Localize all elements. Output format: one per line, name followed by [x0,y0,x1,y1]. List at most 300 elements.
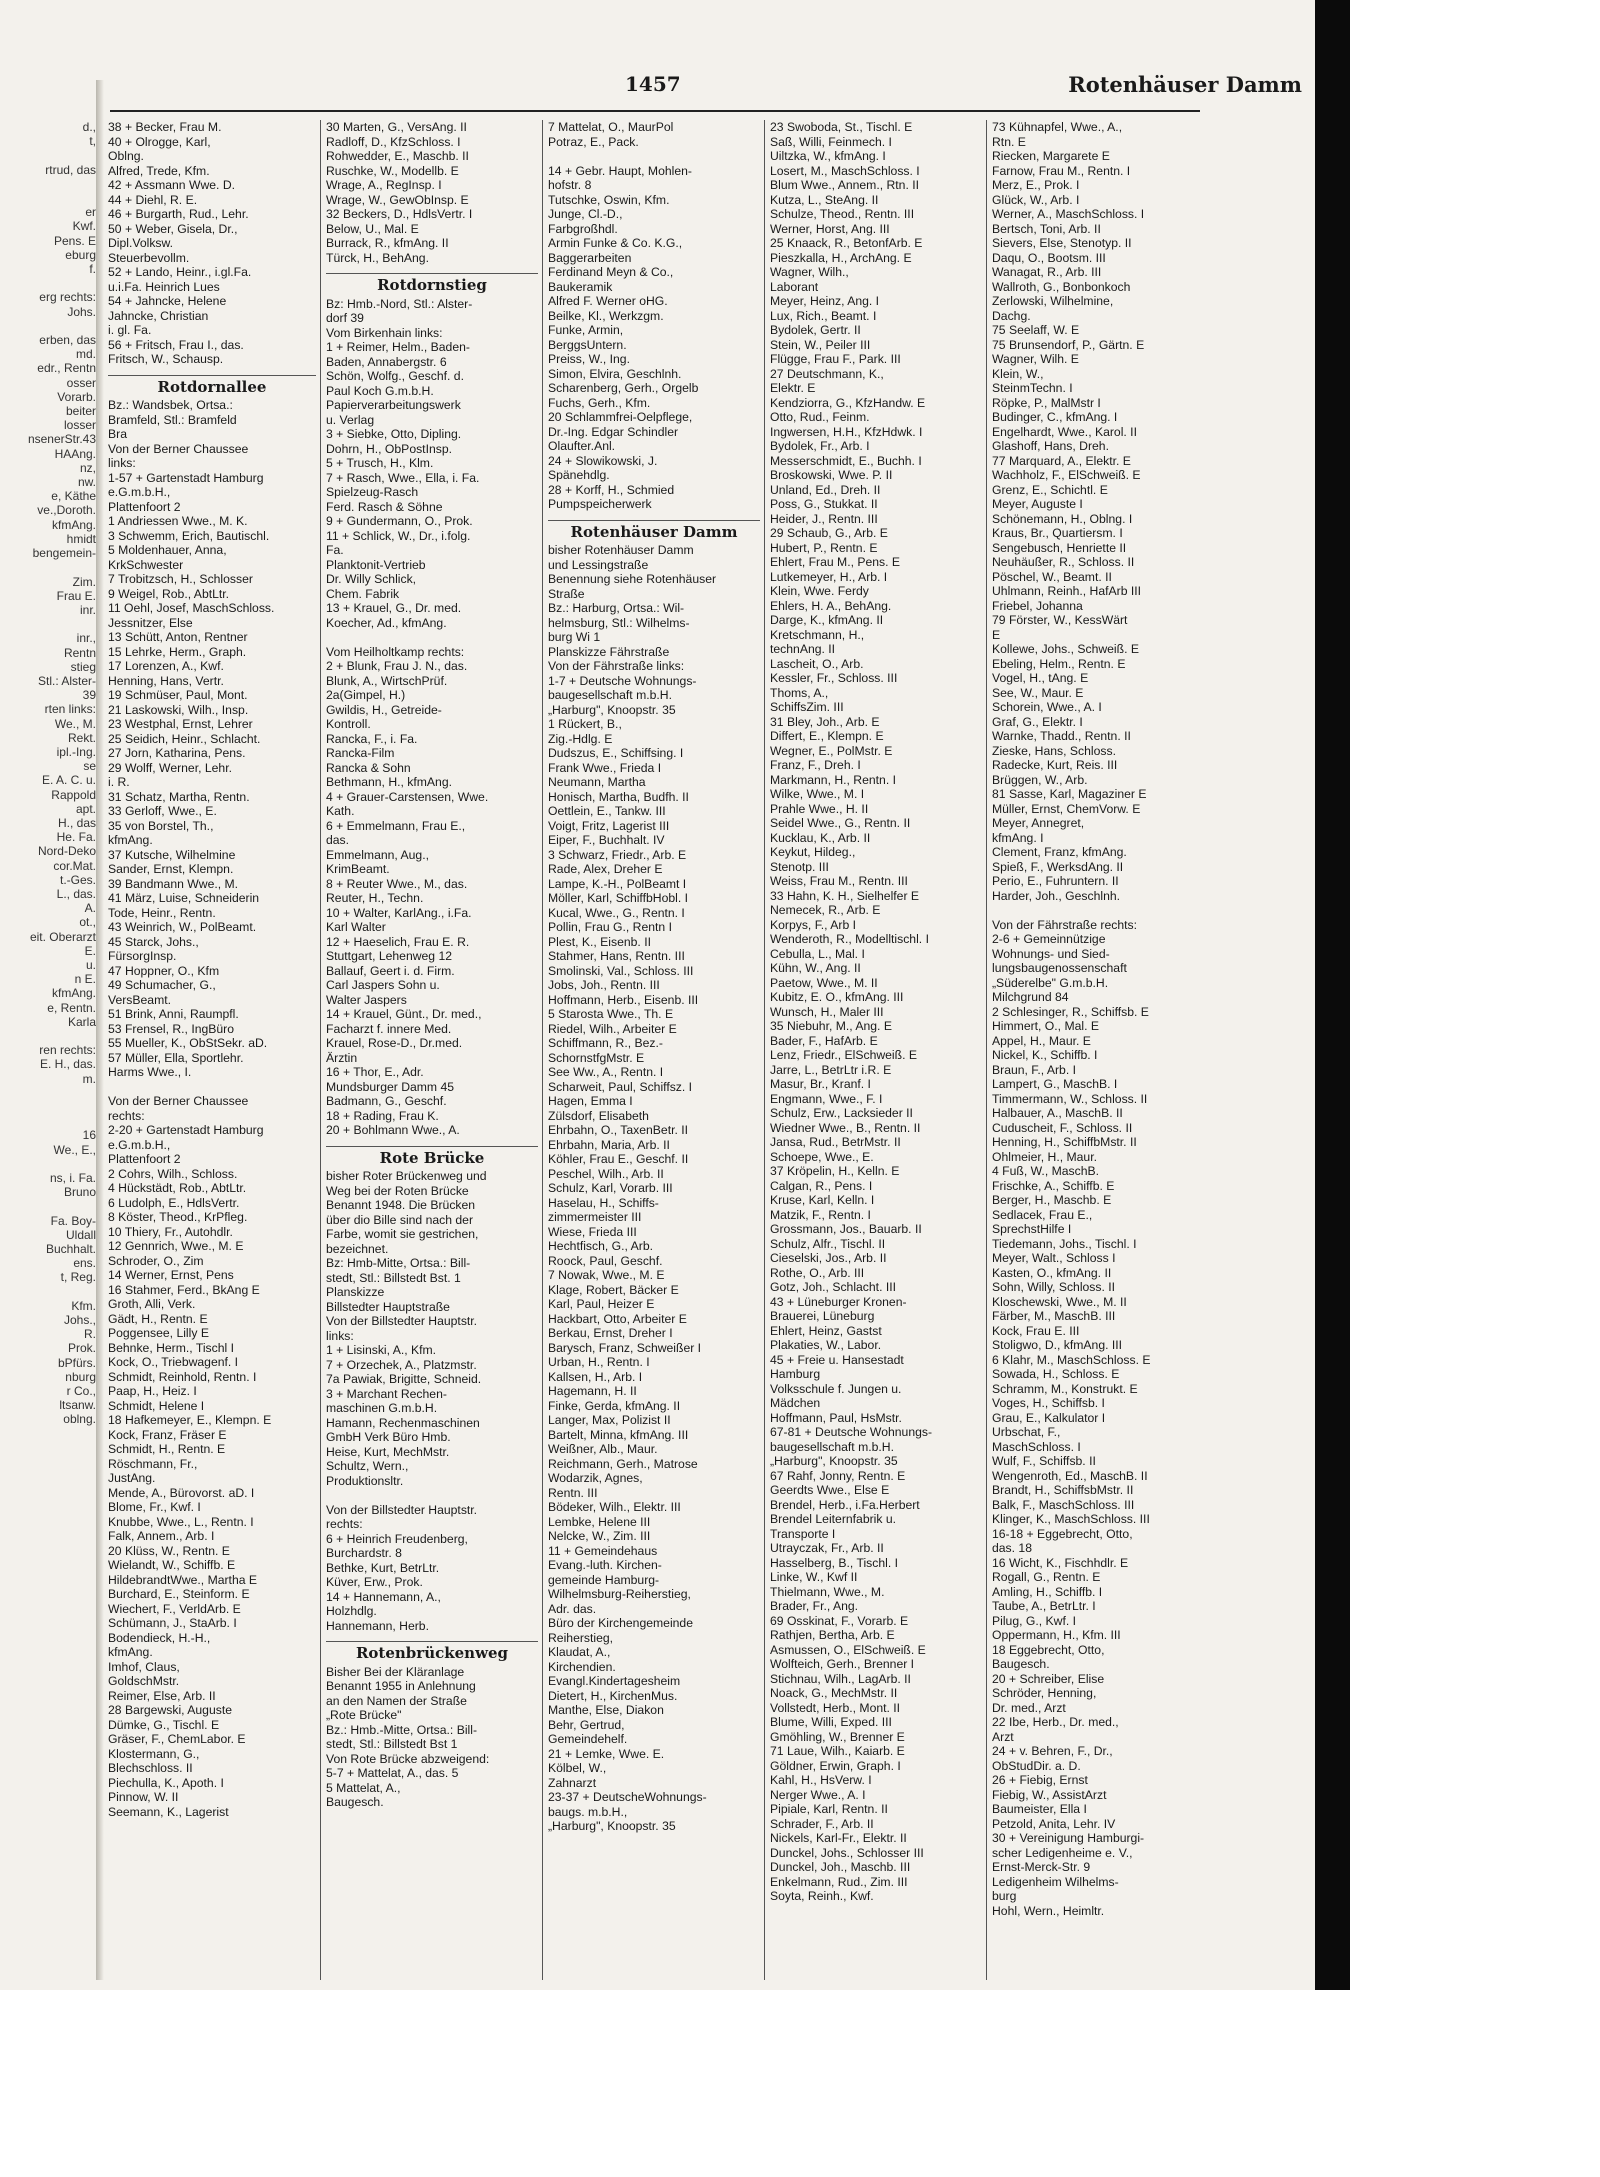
directory-entry: Heise, Kurt, MechMstr. [326,1444,450,1459]
directory-entry: Planskizze [326,1285,385,1299]
bleed-line: edr., Rentn [37,361,96,376]
bleed-line: m. [82,1071,96,1086]
directory-entry: Daqu, O., Bootsm. III [992,250,1106,265]
bleed-line [0,191,96,205]
directory-entry: u.i.Fa. Heinrich Lues [108,279,220,294]
directory-entry: Oppermann, H., Kfm. III [992,1628,1121,1642]
directory-entry: Sedlacek, Frau E., [992,1207,1093,1222]
bleed-line: nw. [77,475,96,490]
directory-entry: Walter Jaspers [326,992,407,1007]
column-divider [320,120,321,1980]
directory-entry: Barysch, Franz, Schweißer I [548,1340,702,1355]
directory-entry [108,1080,316,1095]
directory-entry: SchiffsZim. III [770,700,844,714]
directory-entry: Jessnitzer, Else [108,615,193,630]
directory-entry: Zahnarzt [548,1775,597,1790]
directory-entry: Ferd. Rasch & Söhne [326,499,443,514]
directory-entry: 5-7 + Mattelat, A., das. 5 [326,1766,459,1780]
directory-entry: 40 + Olrogge, Karl, [108,134,211,149]
directory-entry: Weißner, Alb., Maur. [548,1442,658,1456]
directory-entry: Thielmann, Wwe., M. [770,1584,885,1599]
directory-entry: Engelhardt, Wwe., Karol. II [992,424,1137,439]
directory-entry: technAng. II [770,642,836,656]
directory-entry: Budinger, C., kfmAng. I [992,410,1118,424]
directory-entry: VersBeamt. [108,992,171,1007]
directory-entry: Bz.: Hmb.-Mitte, Ortsa.: Bill- [326,1722,478,1737]
directory-entry: Glashoff, Hans, Dreh. [992,439,1109,453]
directory-entry: Bramfeld, Stl.: Bramfeld [108,412,237,427]
directory-entry: Kucklau, K., Arb. II [770,830,871,845]
directory-entry: Appel, H., Maur. E [992,1033,1091,1048]
directory-entry: Riecken, Margarete E [992,149,1110,163]
directory-entry: 73 Kühnapfel, Wwe., A., [992,120,1123,134]
directory-entry: Schön, Wolfg., Geschf. d. [326,369,464,383]
directory-entry: Uiltzka, W., kfmAng. I [770,149,886,163]
directory-entry: bisher Rotenhäuser Damm [548,543,694,557]
directory-entry: Soyta, Reinh., Kwf. [770,1889,874,1903]
directory-entry: Sengebusch, Henriette II [992,540,1127,555]
directory-entry: Facharzt f. innere Med. [326,1021,452,1036]
directory-entry: Wohnungs- und Sied- [992,946,1110,961]
column-divider [542,120,543,1980]
directory-entry: 13 + Krauel, G., Dr. med. [326,601,462,615]
directory-entry: 16 Wicht, K., Fischhdlr. E [992,1555,1129,1570]
directory-entry: Schröder, Henning, [992,1686,1097,1700]
directory-entry: Spielzeug-Rasch [326,485,419,499]
directory-entry: helmsburg, Stl.: Wilhelms- [548,615,690,630]
directory-entry: Potraz, E., Pack. [548,134,639,149]
directory-entry: Badmann, G., Geschf. [326,1094,447,1108]
bleed-line: Rekt. [67,730,96,745]
bleed-line: ns, i. Fa. [49,1171,96,1186]
directory-entry: Keykut, Hildeg., [770,845,856,859]
directory-entry: Von Rote Brücke abzweigend: [326,1751,490,1766]
directory-entry: Adr. das. [548,1601,597,1616]
directory-entry: 30 + Vereinigung Hamburgi- [992,1831,1145,1845]
bleed-line: oblng. [63,1412,96,1427]
directory-entry: SprechstHilfe I [992,1222,1072,1236]
bleed-line: Rappold [51,787,96,802]
directory-entry: Noack, G., MechMstr. II [770,1686,898,1700]
directory-entry: Milchgrund 84 [992,990,1069,1004]
directory-entry: e.G.m.b.H., [108,485,171,499]
directory-entry: Nelcke, W., Zim. III [548,1529,651,1543]
directory-entry: Riedel, Wilh., Arbeiter E [548,1021,677,1036]
directory-entry: Piechulla, K., Apoth. I [108,1775,224,1790]
directory-entry: Sievers, Else, Stenotyp. II [992,236,1132,250]
directory-entry: Weg bei der Roten Brücke [326,1183,469,1198]
directory-entry: Smolinski, Val., Schloss. III [548,963,694,978]
directory-entry: Gotz, Joh., Schlacht. III [770,1280,896,1294]
directory-entry: an den Namen der Straße [326,1693,467,1708]
bleed-line: E. [84,943,96,958]
directory-entry: Von der Berner Chaussee [108,441,249,456]
directory-entry: GoldschMstr. [108,1674,180,1688]
directory-entry: Geerdts Wwe., Else E [770,1483,890,1497]
directory-entry: Flügge, Frau F., Park. III [770,352,901,366]
directory-entry: Bodendieck, H.-H., [108,1630,211,1645]
directory-entry: 6 + Heinrich Freudenberg, [326,1531,468,1546]
directory-entry: 5 Starosta Wwe., Th. E [548,1007,674,1021]
directory-entry: Brauerei, Lüneburg [770,1309,875,1323]
directory-entry: Blume, Willi, Exped. III [770,1715,892,1729]
directory-entry: „Harburg", Knoopstr. 35 [770,1454,898,1468]
directory-entry: Reiherstieg, [548,1630,614,1645]
directory-entry: Perio, E., Fuhruntern. II [992,874,1119,888]
directory-entry: Tode, Heinr., Rentn. [108,905,216,920]
directory-entry: Enkelmann, Rud., Zim. III [770,1874,908,1889]
directory-entry: über dio Bille sind nach der [326,1212,474,1227]
directory-entry: Schulz, Erw., Lacksieder II [770,1106,913,1120]
directory-entry: Steuerbevollm. [108,250,190,265]
directory-entry: Rancka & Sohn [326,760,411,775]
directory-entry: Farbgroßhdl. [548,221,618,236]
bleed-line [0,617,96,631]
bleed-line: Fa. Boy- [50,1213,96,1228]
directory-entry: Burchardstr. 8 [326,1546,402,1560]
directory-entry: Kock, O., Triebwagenf. I [108,1355,239,1369]
bleed-line: We., E., [53,1142,96,1157]
directory-entry: Dümke, G., Tischl. E [108,1717,220,1732]
directory-entry: Paul Koch G.m.b.H. [326,383,434,398]
directory-entry: Ehlert, Heinz, Gastst [770,1323,882,1338]
directory-entry: 23 Swoboda, St., Tischl. E [770,120,913,134]
bleed-line: f. [89,262,96,277]
directory-entry: 1 + Reimer, Helm., Baden- [326,340,470,354]
bleed-line: 16 [82,1128,96,1143]
directory-entry: Rancka-Film [326,746,395,760]
street-heading: Rotenbrückenweg [326,1641,538,1661]
directory-entry: 37 Kutsche, Wilhelmine [108,847,236,862]
directory-entry: Dipl.Volksw. [108,236,174,250]
directory-entry: baugesellschaft m.b.H. [548,688,672,702]
directory-entry: 17 Lorenzen, A., Kwf. [108,659,224,673]
directory-entry: Kessler, Fr., Schloss. III [770,671,898,685]
bleed-line: osser [66,375,96,390]
bleed-line [0,1157,96,1171]
directory-entry: Matzik, F., Rentn. I [770,1207,871,1222]
directory-entry: 31 Schatz, Martha, Rentn. [108,789,250,804]
directory-entry: scher Ledigenheime e. V., [992,1845,1133,1860]
directory-entry: Asmussen, O., ElSchweiß. E [770,1642,926,1657]
scan-edge-band [1315,0,1350,1990]
directory-entry: Produktionsltr. [326,1473,404,1488]
directory-entry: Vom Heilholtkamp rechts: [326,644,465,659]
directory-entry: bezeichnet. [326,1241,389,1256]
bleed-line: kfmAng. [51,517,96,532]
directory-entry: Oettlein, E., Tankw. III [548,804,666,818]
directory-entry: Carl Jaspers Sohn u. [326,978,440,992]
directory-entry: Baugesch. [326,1795,384,1809]
directory-entry: Urban, H., Rentn. I [548,1355,650,1369]
bleed-line: nz, [79,460,96,475]
directory-entry: Wegner, E., PolMstr. E [770,743,893,758]
directory-entry: Armin Funke & Co. K.G., [548,236,683,250]
directory-entry: 53 Frensel, R., IngBüro [108,1021,234,1036]
directory-entry: Schrader, F., Arb. II [770,1816,874,1831]
bleed-line: A. [84,901,96,916]
directory-entry: Bra [108,427,127,441]
directory-entry: Himmert, O., Mal. E [992,1019,1099,1033]
directory-entry: Fuchs, Gerh., Kfm. [548,395,651,410]
bleed-line [0,1285,96,1299]
directory-entry: i. R. [108,775,130,789]
bleed-line: He. Fa. [56,830,96,845]
directory-entry: 16-18 + Eggebrecht, Otto, [992,1526,1133,1541]
directory-entry: Pipiale, Karl, Rentn. II [770,1802,888,1816]
bleed-line [0,177,96,191]
directory-entry: 20 Schlammfrei-Oelpflege, [548,410,693,424]
directory-entry: Wunsch, H., Maler III [770,1004,884,1019]
page-header [110,72,1310,102]
directory-entry: Hoffmann, Paul, HsMstr. [770,1410,902,1425]
directory-entry: Alfred, Trede, Kfm. [108,163,210,178]
directory-entry: 10 Thiery, Fr., Autohdlr. [108,1224,233,1239]
directory-entry: links: [326,1328,354,1343]
directory-entry: Klein, W., [992,366,1044,381]
directory-entry: 57 Müller, Ella, Sportlehr. [108,1050,244,1065]
directory-entry: MaschSchloss. I [992,1439,1081,1454]
directory-entry: Losert, M., MaschSchloss. I [770,163,920,178]
directory-entry: Korpys, F., Arb I [770,917,857,932]
directory-entry: Poss, G., Stukkat. II [770,497,878,511]
directory-entry: Gemeindehelf. [548,1732,628,1746]
directory-entry: Weiss, Frau M., Rentn. III [770,874,908,888]
directory-entry: 30 Marten, G., VersAng. II [326,120,467,134]
street-heading: Rotdornallee [108,375,316,395]
directory-entry: Baden, Annabergstr. 6 [326,354,447,369]
directory-entry: Franz, F., Dreh. I [770,758,861,772]
directory-entry: Seidel Wwe., G., Rentn. II [770,816,911,830]
directory-entry: Wielandt, W., Schiffb. E [108,1558,236,1572]
directory-entry: Bisher Bei der Kläranlage [326,1664,465,1679]
directory-entry: kfmAng. [108,833,153,847]
bleed-line: ve.,Doroth. [37,503,96,518]
directory-entry: Nickel, K., Schiffb. I [992,1048,1098,1062]
bleed-line: Zim. [72,574,96,589]
directory-entry: Differt, E., Klempn. E [770,729,884,743]
directory-entry: Henning, Hans, Vertr. [108,673,224,688]
directory-entry: burg Wi 1 [548,630,601,644]
directory-entry: Planktonit-Vertrieb [326,557,426,572]
directory-entry: Burrack, R., kfmAng. II [326,236,449,250]
directory-entry: 55 Mueller, K., ObStSekr. aD. [108,1036,268,1050]
directory-entry: Kretschmann, H., [770,627,865,642]
directory-entry: Hackbart, Otto, Arbeiter E [548,1311,687,1326]
directory-entry: Scharweit, Paul, Schiffsz. I [548,1079,693,1094]
directory-entry: Büro der Kirchengemeinde [548,1616,693,1630]
directory-entry: Hannemann, Herb. [326,1618,429,1633]
directory-entry: JustAng. [108,1471,156,1485]
directory-entry: 26 + Fiebig, Ernst [992,1773,1088,1787]
directory-entry: 3 Schwemm, Erich, Bautischl. [108,528,270,543]
bleed-line: ipl.-Ing. [56,744,96,759]
directory-entry: Stichnau, Wilh., LagArb. II [770,1671,911,1686]
directory-entry: Schmidt, Reinhold, Rentn. I [108,1369,257,1384]
bleed-line: t, Reg. [60,1270,96,1285]
bleed-line [0,148,96,162]
directory-entry: Tiedemann, Johs., Tischl. I [992,1236,1137,1251]
directory-entry: 41 März, Luise, Schneiderin [108,891,260,905]
directory-entry: Manthe, Else, Diakon [548,1703,664,1717]
scan-margin [1350,0,1600,2177]
directory-entry: 77 Marquard, A., Elektr. E [992,453,1131,468]
directory-entry: 2 + Blunk, Frau J. N., das. [326,659,468,673]
directory-entry: Transporte I [770,1526,836,1541]
directory-entry: 5 Mattelat, A., [326,1780,401,1795]
directory-entry: Masur, Br., Kranf. I [770,1077,871,1091]
directory-entry: 20 + Schreiber, Elise [992,1671,1105,1686]
directory-entry: Göldner, Erwin, Graph. I [770,1758,901,1773]
directory-entry: Harms Wwe., I. [108,1065,192,1079]
directory-entry: Bz.: Harburg, Ortsa.: Wil- [548,601,685,615]
directory-entry: Bethmann, H., kfmAng. [326,775,452,789]
directory-entry: Hamann, Rechenmaschinen [326,1415,480,1430]
directory-entry: Ehrbahn, O., TaxenBetr. II [548,1123,689,1137]
directory-entry: Clement, Franz, kfmAng. [992,845,1127,859]
directory-entry: Koecher, Ad., kfmAng. [326,615,447,630]
directory-entry: SteinmTechn. I [992,381,1073,395]
bleed-line: d., [82,120,96,134]
directory-entry: Bz.: Wandsbek, Ortsa.: [108,398,233,412]
bleed-line: u. [85,957,96,972]
directory-columns [108,120,1198,1980]
directory-entry: 9 + Gundermann, O., Prok. [326,514,473,528]
directory-entry: Gädt, H., Rentn. E [108,1311,208,1326]
directory-entry: 5 Moldenhauer, Anna, [108,543,227,557]
directory-entry: Heider, J., Rentn. III [770,511,878,526]
directory-entry: Von der Fährstraße rechts: [992,917,1137,932]
bleed-line: beiter [65,404,96,419]
directory-entry: Von der Billstedter Hauptstr. [326,1502,478,1517]
directory-entry: 29 Wolff, Werner, Lehr. [108,760,232,775]
directory-entry: Behnke, Herm., Tischl I [108,1340,234,1355]
directory-entry: Olaufter.Anl. [548,439,616,453]
directory-entry: Zieske, Hans, Schloss. [992,743,1116,758]
directory-entry: Saß, Willi, Feinmech. I [770,134,892,149]
directory-entry: Hagen, Emma I [548,1094,633,1108]
directory-entry: Evangl.Kindertagesheim [548,1674,681,1688]
directory-entry: Pumpspeicherwerk [548,497,652,511]
directory-entry: 18 Hafkemeyer, E., Klempn. E [108,1413,272,1427]
directory-entry: 28 + Korff, H., Schmied [548,482,675,497]
directory-entry: Lascheit, O., Arb. [770,656,864,671]
directory-entry: Behr, Gertrud, [548,1717,625,1732]
directory-entry: Voigt, Fritz, Lagerist III [548,818,670,833]
directory-entry: Wiechert, F., VerldArb. E [108,1601,241,1616]
street-heading: Rote Brücke [326,1146,538,1166]
bleed-line [0,1029,96,1043]
directory-entry: Balk, F., MaschSchloss. III [992,1497,1135,1512]
bleed-line: L., das. [56,886,96,901]
directory-entry: Grossmann, Jos., Bauarb. II [770,1222,922,1236]
directory-entry: Thoms, A., [770,685,829,700]
directory-entry: Kutza, L., SteAng. II [770,192,879,207]
bleed-line: Prok. [67,1341,96,1356]
directory-entry: 8 Köster, Theod., KrPfleg. [108,1210,248,1224]
bleed-line: We., M. [54,716,96,731]
directory-entry: 33 Hahn, K. H., Sielhelfer E [770,888,920,903]
directory-entry: Werner, A., MaschSchloss. I [992,207,1145,221]
directory-entry: Baukeramik [548,279,613,294]
directory-entry: Baugesch. [992,1657,1050,1671]
directory-entry: Vogel, H., tAng. E [992,671,1089,685]
directory-entry: Henning, H., SchiffbMstr. II [992,1135,1137,1149]
directory-entry: Klinger, K., MaschSchloss. III [992,1512,1150,1526]
directory-entry: Paap, H., Heiz. I [108,1384,197,1398]
directory-entry: Glück, W., Arb. I [992,192,1080,207]
directory-entry: Poggensee, Lilly E [108,1326,209,1340]
bleed-line: t, [89,134,96,149]
directory-entry: Wallroth, G., Bonbonkoch [992,279,1131,294]
directory-entry: Rentn. III [548,1485,598,1500]
directory-entry: Jobs, Joh., Rentn. III [548,978,660,992]
directory-entry: 35 von Borstel, Th., [108,818,214,833]
directory-entry: Kollewe, Johs., Schweiß. E [992,642,1139,656]
directory-entry: „Harburg", Knoopstr. 35 [548,702,676,717]
directory-entry: Warnke, Thadd., Rentn. II [992,729,1131,743]
directory-entry: Werner, Horst, Ang. III [770,221,890,236]
directory-entry: Otto, Rud., Feinm. [770,410,870,424]
directory-entry: Dunckel, Johs., Schlosser III [770,1845,924,1860]
directory-entry: 1 Andriessen Wwe., M. K. [108,514,248,528]
directory-entry: Ernst-Merck-Str. 9 [992,1860,1091,1874]
directory-entry: 22 Ibe, Herb., Dr. med., [992,1715,1119,1729]
directory-entry: Möller, Karl, SchiffbHobl. I [548,891,688,905]
directory-entry: Schroder, O., Zim [108,1253,204,1268]
directory-entry: Finke, Gerda, kfmAng. II [548,1398,681,1413]
bleed-line: Uldall [65,1227,96,1242]
directory-entry: „Rote Brücke" [326,1708,402,1722]
directory-entry: Stein, W., Peiler III [770,337,871,352]
bleed-line: losser [63,418,96,433]
directory-entry: Benennung siehe Rotenhäuser [548,572,717,586]
directory-entry: 11 Oehl, Josef, MaschSchloss. [108,601,275,615]
directory-entry: „Harburg", Knoopstr. 35 [548,1819,676,1833]
directory-entry: 7 + Orzechek, A., Platzmstr. [326,1357,477,1372]
directory-entry: i. gl. Fa. [108,323,152,337]
directory-entry: Oblng. [108,149,144,163]
directory-entry: Blunk, A., WirtschPrüf. [326,673,448,688]
directory-entry: 13 Schütt, Anton, Rentner [108,630,248,644]
directory-entry: Klage, Robert, Bäcker E [548,1282,679,1297]
directory-entry: 37 Kröpelin, H., Kelln. E [770,1164,900,1178]
directory-entry: Wachholz, F., ElSchweiß. E [992,468,1141,482]
directory-entry: Simon, Elvira, Geschlnh. [548,366,682,381]
bleed-line: Pens. E [53,233,96,248]
directory-entry: Nemecek, R., Arb. E [770,903,881,917]
directory-entry: Wanagat, R., Arb. III [992,265,1102,279]
directory-entry: Zerlowski, Wilhelmine, [992,294,1114,308]
directory-entry: Plakaties, W., Labor. [770,1338,882,1352]
directory-entry: 3 + Siebke, Otto, Dipling. [326,427,462,441]
directory-entry: Holzhdlg. [326,1604,377,1618]
directory-entry: Ballauf, Geert i. d. Firm. [326,963,455,978]
bleed-line [0,1100,96,1114]
bleed-line: Rentn [63,645,96,660]
directory-entry: Brüggen, W., Arb. [992,772,1088,787]
directory-entry: 9 Weigel, Rob., AbtLtr. [108,586,230,601]
bleed-line: t.-Ges. [59,872,96,887]
directory-entry: 12 Gennrich, Wwe., M. E [108,1239,244,1253]
directory-entry: Arzt [992,1729,1014,1744]
directory-entry: Klein, Wwe. Ferdy [770,584,869,598]
directory-entry: 2a(Gimpel, H.) [326,688,406,702]
directory-entry: 11 + Gemeindehaus [548,1543,658,1558]
directory-entry: Seemann, K., Lagerist [108,1804,229,1819]
directory-entry: Wolfteich, Gerh., Brenner I [770,1657,915,1671]
directory-entry: Pöschel, W., Beamt. II [992,569,1112,584]
